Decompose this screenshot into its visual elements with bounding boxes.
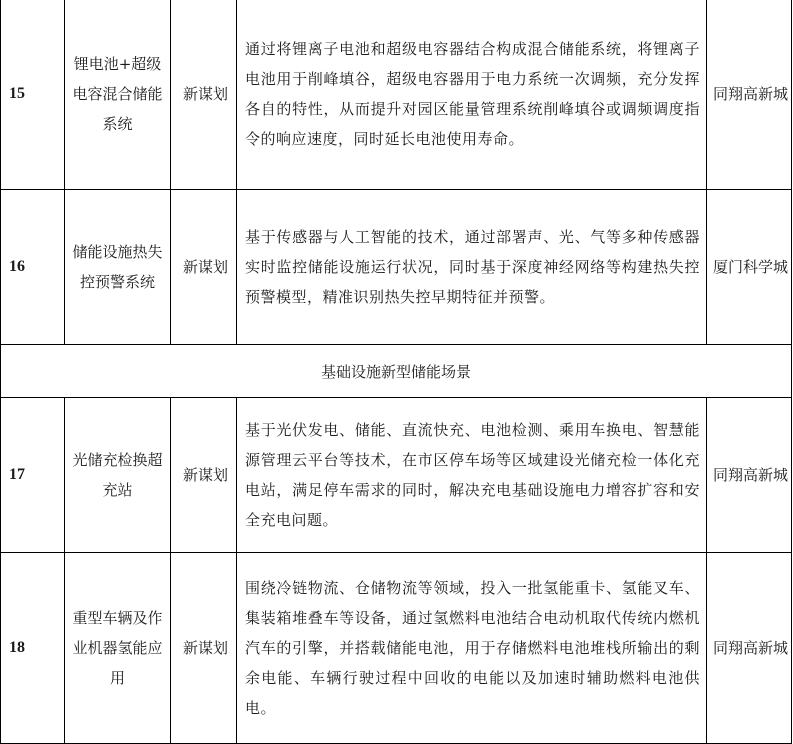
project-description: 基于光伏发电、储能、直流快充、电池检测、乘用车换电、智慧能源管理云平台等技术，在市区停车场等区域建设光储充检一体化充电站，满足停车需求的同时，解决充电基础设施电力增容扩容和安全充电问题。 <box>237 398 707 553</box>
project-type: 新谋划 <box>171 398 237 553</box>
project-location: 同翔高新城 <box>707 398 792 553</box>
row-number: 15 <box>1 0 65 190</box>
project-location: 同翔高新城 <box>707 553 792 744</box>
project-name: 重型车辆及作业机器氢能应用 <box>65 553 171 744</box>
section-header-row <box>1 345 792 398</box>
project-type: 新谋划 <box>171 190 237 345</box>
project-location: 同翔高新城 <box>707 0 792 190</box>
table-row <box>1 0 792 190</box>
project-description: 基于传感器与人工智能的技术，通过部署声、光、气等多种传感器实时监控储能设施运行状况，同时基于深度神经网络等构建热失控预警模型，精准识别热失控早期特征并预警。 <box>237 190 707 345</box>
project-name: 锂电池+超级电容混合储能系统 <box>65 0 171 190</box>
project-description: 围绕冷链物流、仓储物流等领域，投入一批氢能重卡、氢能叉车、集装箱堆叠车等设备，通过氢燃料电池结合电动机取代传统内燃机汽车的引擎，并搭载储能电池，用于存储燃料电池堆栈所输出的剩余电能、车辆行驶过程中回收的电能以及加速时辅助燃料电池供电。 <box>237 553 707 744</box>
project-location: 厦门科学城 <box>707 190 792 345</box>
project-type: 新谋划 <box>171 0 237 190</box>
table-row <box>1 553 792 744</box>
project-name: 光储充检换超充站 <box>65 398 171 553</box>
project-description: 通过将锂离子电池和超级电容器结合构成混合储能系统，将锂离子电池用于削峰填谷，超级电容器用于电力系统一次调频，充分发挥各自的特性，从而提升对园区能量管理系统削峰填谷或调频调度指令的响应速度，同时延长电池使用寿命。 <box>237 0 707 190</box>
section-title: 基础设施新型储能场景 <box>1 345 792 398</box>
row-number: 18 <box>1 553 65 744</box>
table-row <box>1 190 792 345</box>
row-number: 17 <box>1 398 65 553</box>
project-type: 新谋划 <box>171 553 237 744</box>
table-row <box>1 398 792 553</box>
row-number: 16 <box>1 190 65 345</box>
project-name: 储能设施热失控预警系统 <box>65 190 171 345</box>
